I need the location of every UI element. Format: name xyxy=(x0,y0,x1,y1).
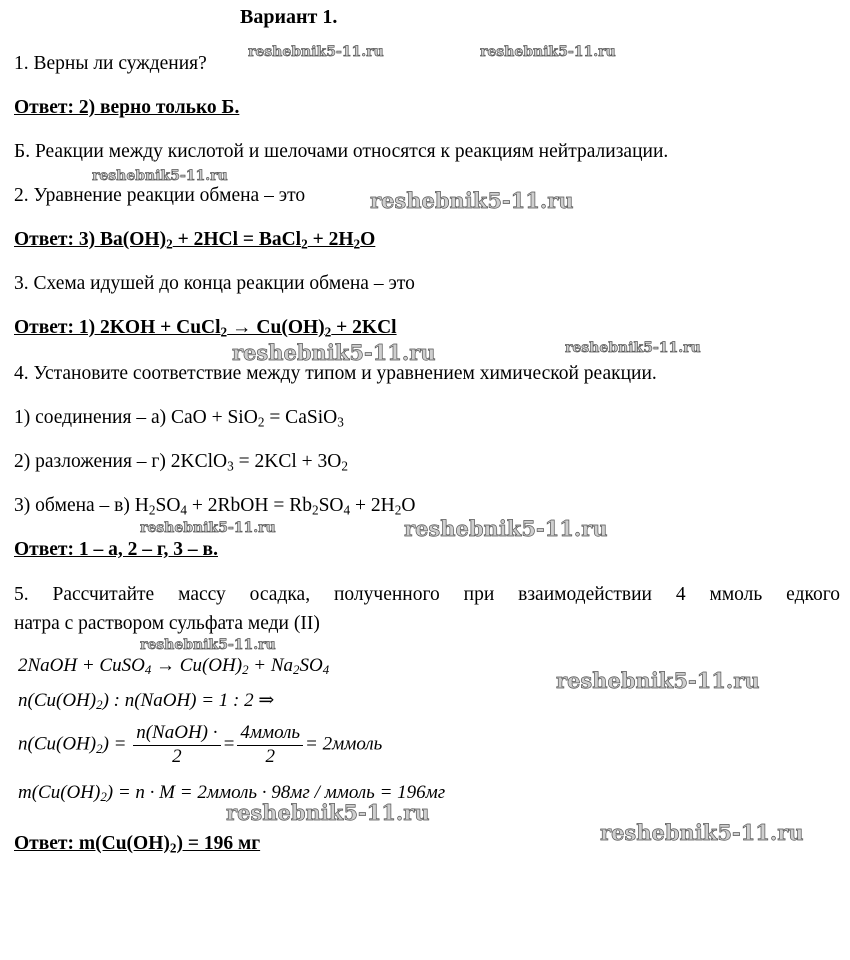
q1-question: 1. Верны ли суждения? xyxy=(14,53,207,74)
q5-mole-ratio: $n(Cu(OH)_2)$ : n(NaOH) = 1 : 2 ⇒ xyxy=(18,690,275,713)
fraction-2: $\frac{\text{4ммоль}}{2}$ xyxy=(237,722,303,769)
q5-answer: Ответ: $m(Cu(OH)_2) = 196$ мг xyxy=(14,833,261,856)
q4-answer: Ответ: 1 – а, 2 – г, 3 – в. xyxy=(14,539,218,560)
variant-title: Вариант 1. xyxy=(240,6,338,28)
q5-mass-calc: $m(Cu(OH)_2) = n \cdot M$ = 2ммоль · 98мг / ммоль = 196мг xyxy=(18,782,446,805)
watermark: reshebnik5-11.ru xyxy=(556,668,760,693)
q1-explanation: Б. Реакции между кислотой и шелочами относятся к реакциям нейтрализации. xyxy=(14,141,669,162)
watermark: reshebnik5-11.ru xyxy=(226,800,430,825)
fraction-1: $\frac{\text{n(NaOH) ·}}{2}$ xyxy=(133,722,220,769)
watermark: reshebnik5-11.ru xyxy=(565,340,701,356)
watermark: reshebnik5-11.ru xyxy=(370,188,574,213)
q3-answer: Ответ: 1) 2KOH + CuCl$_2$ → $Cu(OH)_2 + 2KCl$ xyxy=(14,317,397,340)
watermark: reshebnik5-11.ru xyxy=(140,520,276,536)
q4-question: 4. Установите соответствие между типом и уравнением химической реакции. xyxy=(14,363,657,384)
q5-moles-calc: $n(Cu(OH)_2)$ = $\frac{\text{n(NaOH) ·}}{2}$ = $\frac{\text{4ммоль}}{2}$ = 2ммоль xyxy=(18,722,383,767)
watermark: reshebnik5-11.ru xyxy=(480,44,616,60)
q2-question: 2. Уравнение реакции обмена – это xyxy=(14,185,306,206)
q5-question-line2: натра с раствором сульфата меди (II) xyxy=(14,613,320,634)
q5-reaction-equation: 2NaOH + CuSO$_4$ → $Cu(OH)_2 + Na_2SO_4$ xyxy=(18,655,330,678)
watermark: reshebnik5-11.ru xyxy=(600,820,804,845)
q4-item-3: 3) обмена – в) $H_2SO_4$ + 2RbOH = $Rb_2SO_4 + 2H_2O$ xyxy=(14,495,416,518)
q3-question: 3. Схема идушей до конца реакции обмена – это xyxy=(14,273,415,294)
watermark: reshebnik5-11.ru xyxy=(232,340,436,365)
watermark: reshebnik5-11.ru xyxy=(248,44,384,60)
q1-answer: Ответ: 2) верно только Б. xyxy=(14,97,240,118)
q2-answer: Ответ: 3) $Ba(OH)_2 + 2HCl$ = BaCl$_2$ + $2H_2O$ xyxy=(14,229,376,252)
watermark: reshebnik5-11.ru xyxy=(92,168,228,184)
q4-item-1: 1) соединения – а) CaO + SiO$_2$ = CaSiO$_3$ xyxy=(14,407,344,430)
watermark: reshebnik5-11.ru xyxy=(404,516,608,541)
q5-question-line1: 5. Рассчитайте массу осадка, полученного при взаимодействии 4 ммоль едкого xyxy=(14,584,840,605)
q4-item-2: 2) разложения – г) 2KClO$_3$ = $2KCl + 3O_2$ xyxy=(14,451,348,474)
watermark: reshebnik5-11.ru xyxy=(140,637,276,653)
